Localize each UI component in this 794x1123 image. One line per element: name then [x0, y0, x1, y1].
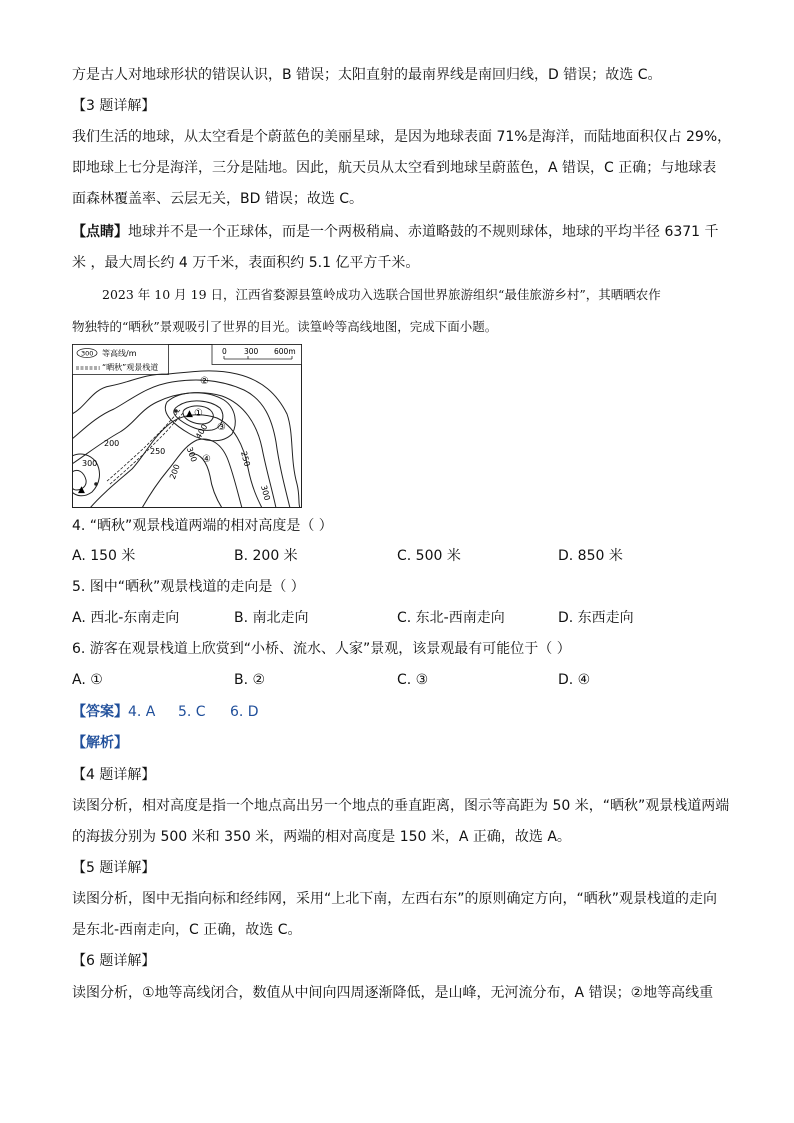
answer-4: 4. A — [128, 704, 156, 720]
paragraph-line: 读图分析，相对高度是指一个地点高出另一个地点的垂直距离，图示等高距为 50 米，“晒秋”观景栈道两端 — [72, 798, 730, 814]
q4-option-c[interactable]: C. 500 米 — [397, 548, 461, 564]
q6-option-b[interactable]: B. ② — [234, 672, 266, 688]
question-5-stem: 5. 图中“晒秋”观景栈道的走向是（ ） — [72, 579, 305, 595]
paragraph-line: 是东北-西南走向，C 正确，故选 C。 — [72, 922, 302, 938]
q4-option-a[interactable]: A. 150 米 — [72, 548, 136, 564]
section-heading-6: 【6 题详解】 — [72, 953, 156, 969]
question-intro: 物独特的“晒秋”景观吸引了世界的目光。读篁岭等高线地图，完成下面小题。 — [72, 319, 498, 334]
paragraph-line: 方是古人对地球形状的错误认识，B 错误；太阳直射的最南界线是南回归线，D 错误；故选 C。 — [72, 67, 662, 83]
question-6-stem: 6. 游客在观景栈道上欣赏到“小桥、流水、人家”景观，该景观最有可能位于（ ） — [72, 641, 571, 657]
scale-label: 300 — [244, 347, 259, 356]
q6-option-d[interactable]: D. ④ — [558, 672, 591, 688]
legend-contour: 等高线/m — [102, 349, 137, 358]
q6-option-c[interactable]: C. ③ — [397, 672, 429, 688]
q4-option-b[interactable]: B. 200 米 — [234, 548, 298, 564]
peak-icon: ▲ — [78, 485, 85, 495]
contour-label: 300 — [259, 484, 272, 502]
paragraph-line: 即地球上七分是海洋，三分是陆地。因此，航天员从太空看到地球呈蔚蓝色，A 错误，C 正确；与地球表 — [72, 160, 717, 176]
section-heading-3: 【3 题详解】 — [72, 98, 156, 114]
paragraph-line: 我们生活的地球，从太空看是个蔚蓝色的美丽星球，是因为地球表面 71%是海洋，而陆地面积仅占 29%， — [72, 129, 732, 145]
q5-option-b[interactable]: B. 南北走向 — [234, 610, 309, 626]
paragraph-line: 读图分析，①地等高线闭合，数值从中间向四周逐渐降低，是山峰，无河流分布，A 错误；②地等高线重 — [72, 985, 714, 1001]
tip-line — [72, 223, 719, 241]
analysis-label: 【解析】 — [72, 735, 128, 751]
legend-trail: “晒秋”观景栈道 — [102, 363, 159, 372]
question-4-stem: 4. “晒秋”观景栈道两端的相对高度是（ ） — [72, 518, 333, 534]
q5-option-a[interactable]: A. 西北-东南走向 — [72, 610, 180, 626]
contour-label: 400 — [193, 422, 210, 441]
trail-end-point — [94, 482, 98, 486]
contour-label: 300 — [82, 459, 98, 468]
tip-label: 【点睛】 — [72, 224, 128, 240]
contour-label: 250 — [239, 450, 252, 468]
marker-2: ② — [200, 376, 209, 387]
marker-4: ④ — [202, 454, 211, 465]
contour-map-figure — [72, 344, 302, 508]
contour-label: 200 — [168, 463, 182, 481]
contour-label: 200 — [104, 439, 120, 448]
q6-option-a[interactable]: A. ① — [72, 672, 103, 688]
paragraph-line: 面森林覆盖率、云层无关，BD 错误；故选 C。 — [72, 191, 364, 207]
section-heading-5: 【5 题详解】 — [72, 860, 156, 876]
scale-label: 0 — [222, 347, 227, 356]
marker-1: ① — [194, 408, 203, 419]
answer-6: 6. D — [230, 704, 259, 720]
section-heading-4: 【4 题详解】 — [72, 767, 156, 783]
trail-end-point — [174, 409, 178, 413]
marker-3: ③ — [217, 422, 226, 433]
answer-label: 【答案】 — [72, 704, 128, 720]
legend-contour-value: 300 — [81, 349, 94, 358]
q5-option-d[interactable]: D. 东西走向 — [558, 610, 634, 626]
paragraph-line: 的海拔分别为 500 米和 350 米，两端的相对高度是 150 米，A 正确，故选 A。 — [72, 829, 571, 845]
question-intro: 2023 年 10 月 19 日，江西省婺源县篁岭成功入选联合国世界旅游组织“最佳旅游乡村”，其晒晒农作 — [102, 287, 661, 302]
peak-icon: ▲ — [186, 409, 193, 419]
scale-label: 600m — [274, 347, 296, 356]
q5-option-c[interactable]: C. 东北-西南走向 — [397, 610, 505, 626]
q4-option-d[interactable]: D. 850 米 — [558, 548, 623, 564]
contour-label: 300 — [184, 445, 199, 464]
paragraph-line: 读图分析，图中无指向标和经纬网，采用“上北下南，左西右东”的原则确定方向，“晒秋”观景栈道的走向 — [72, 891, 718, 907]
tip-line: 米 ，最大周长约 4 万千米，表面积约 5.1 亿平方千米。 — [72, 255, 420, 271]
answer-5: 5. C — [178, 704, 206, 720]
contour-label: 250 — [150, 447, 166, 456]
tip-text: 地球并不是一个正球体，而是一个两极稍扁、赤道略鼓的不规则球体，地球的平均半径 6371 千 — [128, 224, 719, 240]
